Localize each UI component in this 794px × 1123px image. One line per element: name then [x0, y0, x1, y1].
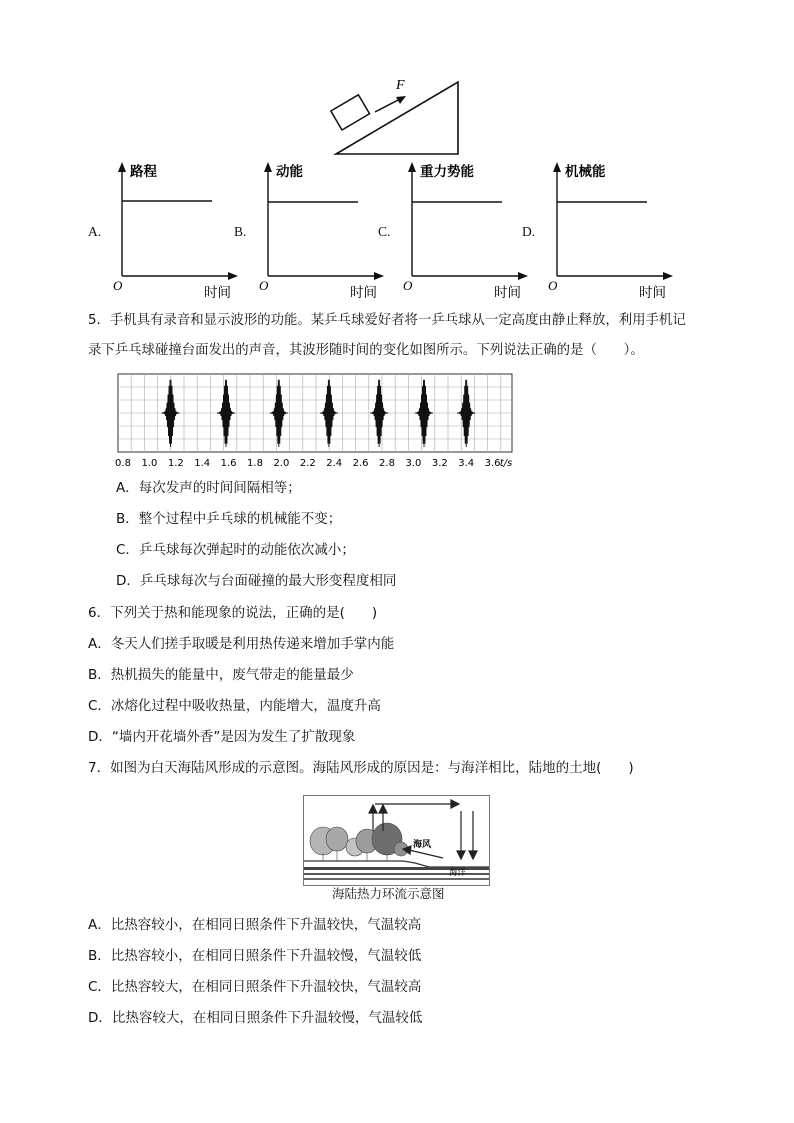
graph-b	[254, 158, 390, 300]
q5-option-b-letter: B．	[116, 511, 139, 527]
tick-label-1.6: 1.6	[220, 458, 237, 469]
graph-c-ylabel: 重力势能	[420, 164, 474, 180]
q5-stem-line1: 5．手机具有录音和显示波形的功能。某乒乓球爱好者将一乒乓球从一定高度由静止释放，利用手机记	[88, 313, 686, 328]
q5-option-b[interactable]	[116, 510, 341, 528]
tick-label-0.8: 0.8	[115, 458, 131, 469]
q7-option-a[interactable]: A．比热容较小，在相同日照条件下升温较快，气温较高	[88, 917, 422, 933]
graph-a-xlabel: 时间	[204, 285, 231, 300]
tick-label-3.2: 3.2	[431, 458, 448, 469]
q6-option-b[interactable]: B．热机损失的能量中，废气带走的能量最少	[88, 667, 354, 683]
waveform-figure	[110, 370, 520, 470]
graph-d	[543, 158, 679, 300]
tick-label-3.6: 3.6	[484, 458, 501, 469]
waveform-tick-labels	[115, 458, 512, 469]
graph-b-origin: O	[259, 278, 269, 293]
tick-label-1.4: 1.4	[194, 458, 211, 469]
q6-stem: 6．下列关于热和能现象的说法，正确的是( )	[88, 605, 378, 621]
sea-breeze-label: 海风	[413, 840, 432, 850]
tick-label-3.0: 3.0	[405, 458, 422, 469]
q6-option-d[interactable]: D．“墙内开花墙外香”是因为发生了扩散现象	[88, 729, 356, 745]
tick-label-2.6: 2.6	[352, 458, 369, 469]
tick-label-1.0: 1.0	[141, 458, 158, 469]
option-b-letter[interactable]: B.	[234, 224, 247, 239]
q5-option-a[interactable]	[116, 479, 301, 497]
graph-d-ylabel: 机械能	[565, 164, 606, 180]
q5-option-b-text: 整个过程中乒乓球的机械能不变；	[138, 511, 342, 527]
q7-option-d[interactable]: D．比热容较大，在相同日照条件下升温较慢，气温较低	[88, 1010, 423, 1026]
block	[331, 95, 370, 130]
graph-d-xlabel: 时间	[639, 285, 666, 300]
tick-label-2.2: 2.2	[299, 458, 316, 469]
q5-stem-line2: 录下乒乓球碰撞台面发出的声音，其波形随时间的变化如图所示。下列说法正确的是（ ）。	[88, 343, 644, 358]
tick-label-3.4: 3.4	[458, 458, 475, 469]
force-label: F	[396, 78, 405, 93]
q5-option-d-text: 乒乓球每次与台面碰撞的最大形变程度相同	[139, 573, 397, 589]
q7-option-b[interactable]: B．比热容较小，在相同日照条件下升温较慢，气温较低	[88, 948, 422, 964]
graph-b-xlabel: 时间	[350, 285, 377, 300]
option-c-letter[interactable]: C.	[378, 224, 391, 239]
tick-label-1.2: 1.2	[167, 458, 184, 469]
q5-option-c-text: 乒乓球每次弹起时的动能依次减小；	[138, 542, 355, 558]
time-unit-label: t/s	[499, 458, 513, 469]
ocean-label: 海洋	[449, 868, 467, 878]
q5-option-d[interactable]	[116, 572, 396, 590]
incline-figure	[330, 72, 470, 162]
figure-caption: 海陆热力环流示意图	[332, 886, 445, 901]
option-d-letter[interactable]: D.	[522, 224, 536, 239]
q5-option-a-letter: A．	[116, 480, 139, 496]
tick-label-1.8: 1.8	[247, 458, 263, 469]
q5-option-d-letter: D．	[116, 573, 140, 589]
graph-a	[108, 158, 247, 300]
graph-a-origin: O	[113, 278, 123, 293]
tick-label-2.4: 2.4	[326, 458, 343, 469]
q5-option-c-letter: C．	[116, 542, 139, 558]
graph-c	[398, 158, 534, 300]
graph-c-origin: O	[403, 278, 413, 293]
q5-option-c[interactable]	[116, 541, 355, 559]
sea-land-breeze-figure	[303, 795, 491, 887]
q6-option-c[interactable]: C．冰熔化过程中吸收热量，内能增大，温度升高	[88, 698, 381, 714]
option-a-letter[interactable]: A.	[88, 224, 102, 239]
tick-label-2.0: 2.0	[273, 458, 290, 469]
q7-option-c[interactable]: C．比热容较大，在相同日照条件下升温较快，气温较高	[88, 979, 422, 995]
tick-label-2.8: 2.8	[379, 458, 395, 469]
graph-a-ylabel: 路程	[130, 164, 157, 180]
graph-b-ylabel: 动能	[276, 164, 303, 180]
graph-d-origin: O	[548, 278, 558, 293]
q5-option-a-text: 每次发声的时间间隔相等；	[138, 480, 301, 496]
q7-stem: 7．如图为白天海陆风形成的示意图。海陆风形成的原因是：与海洋相比，陆地的土地( )	[88, 760, 634, 776]
q6-option-a[interactable]: A．冬天人们搓手取暖是利用热传递来增加手掌内能	[88, 636, 395, 652]
graph-c-xlabel: 时间	[494, 285, 521, 300]
